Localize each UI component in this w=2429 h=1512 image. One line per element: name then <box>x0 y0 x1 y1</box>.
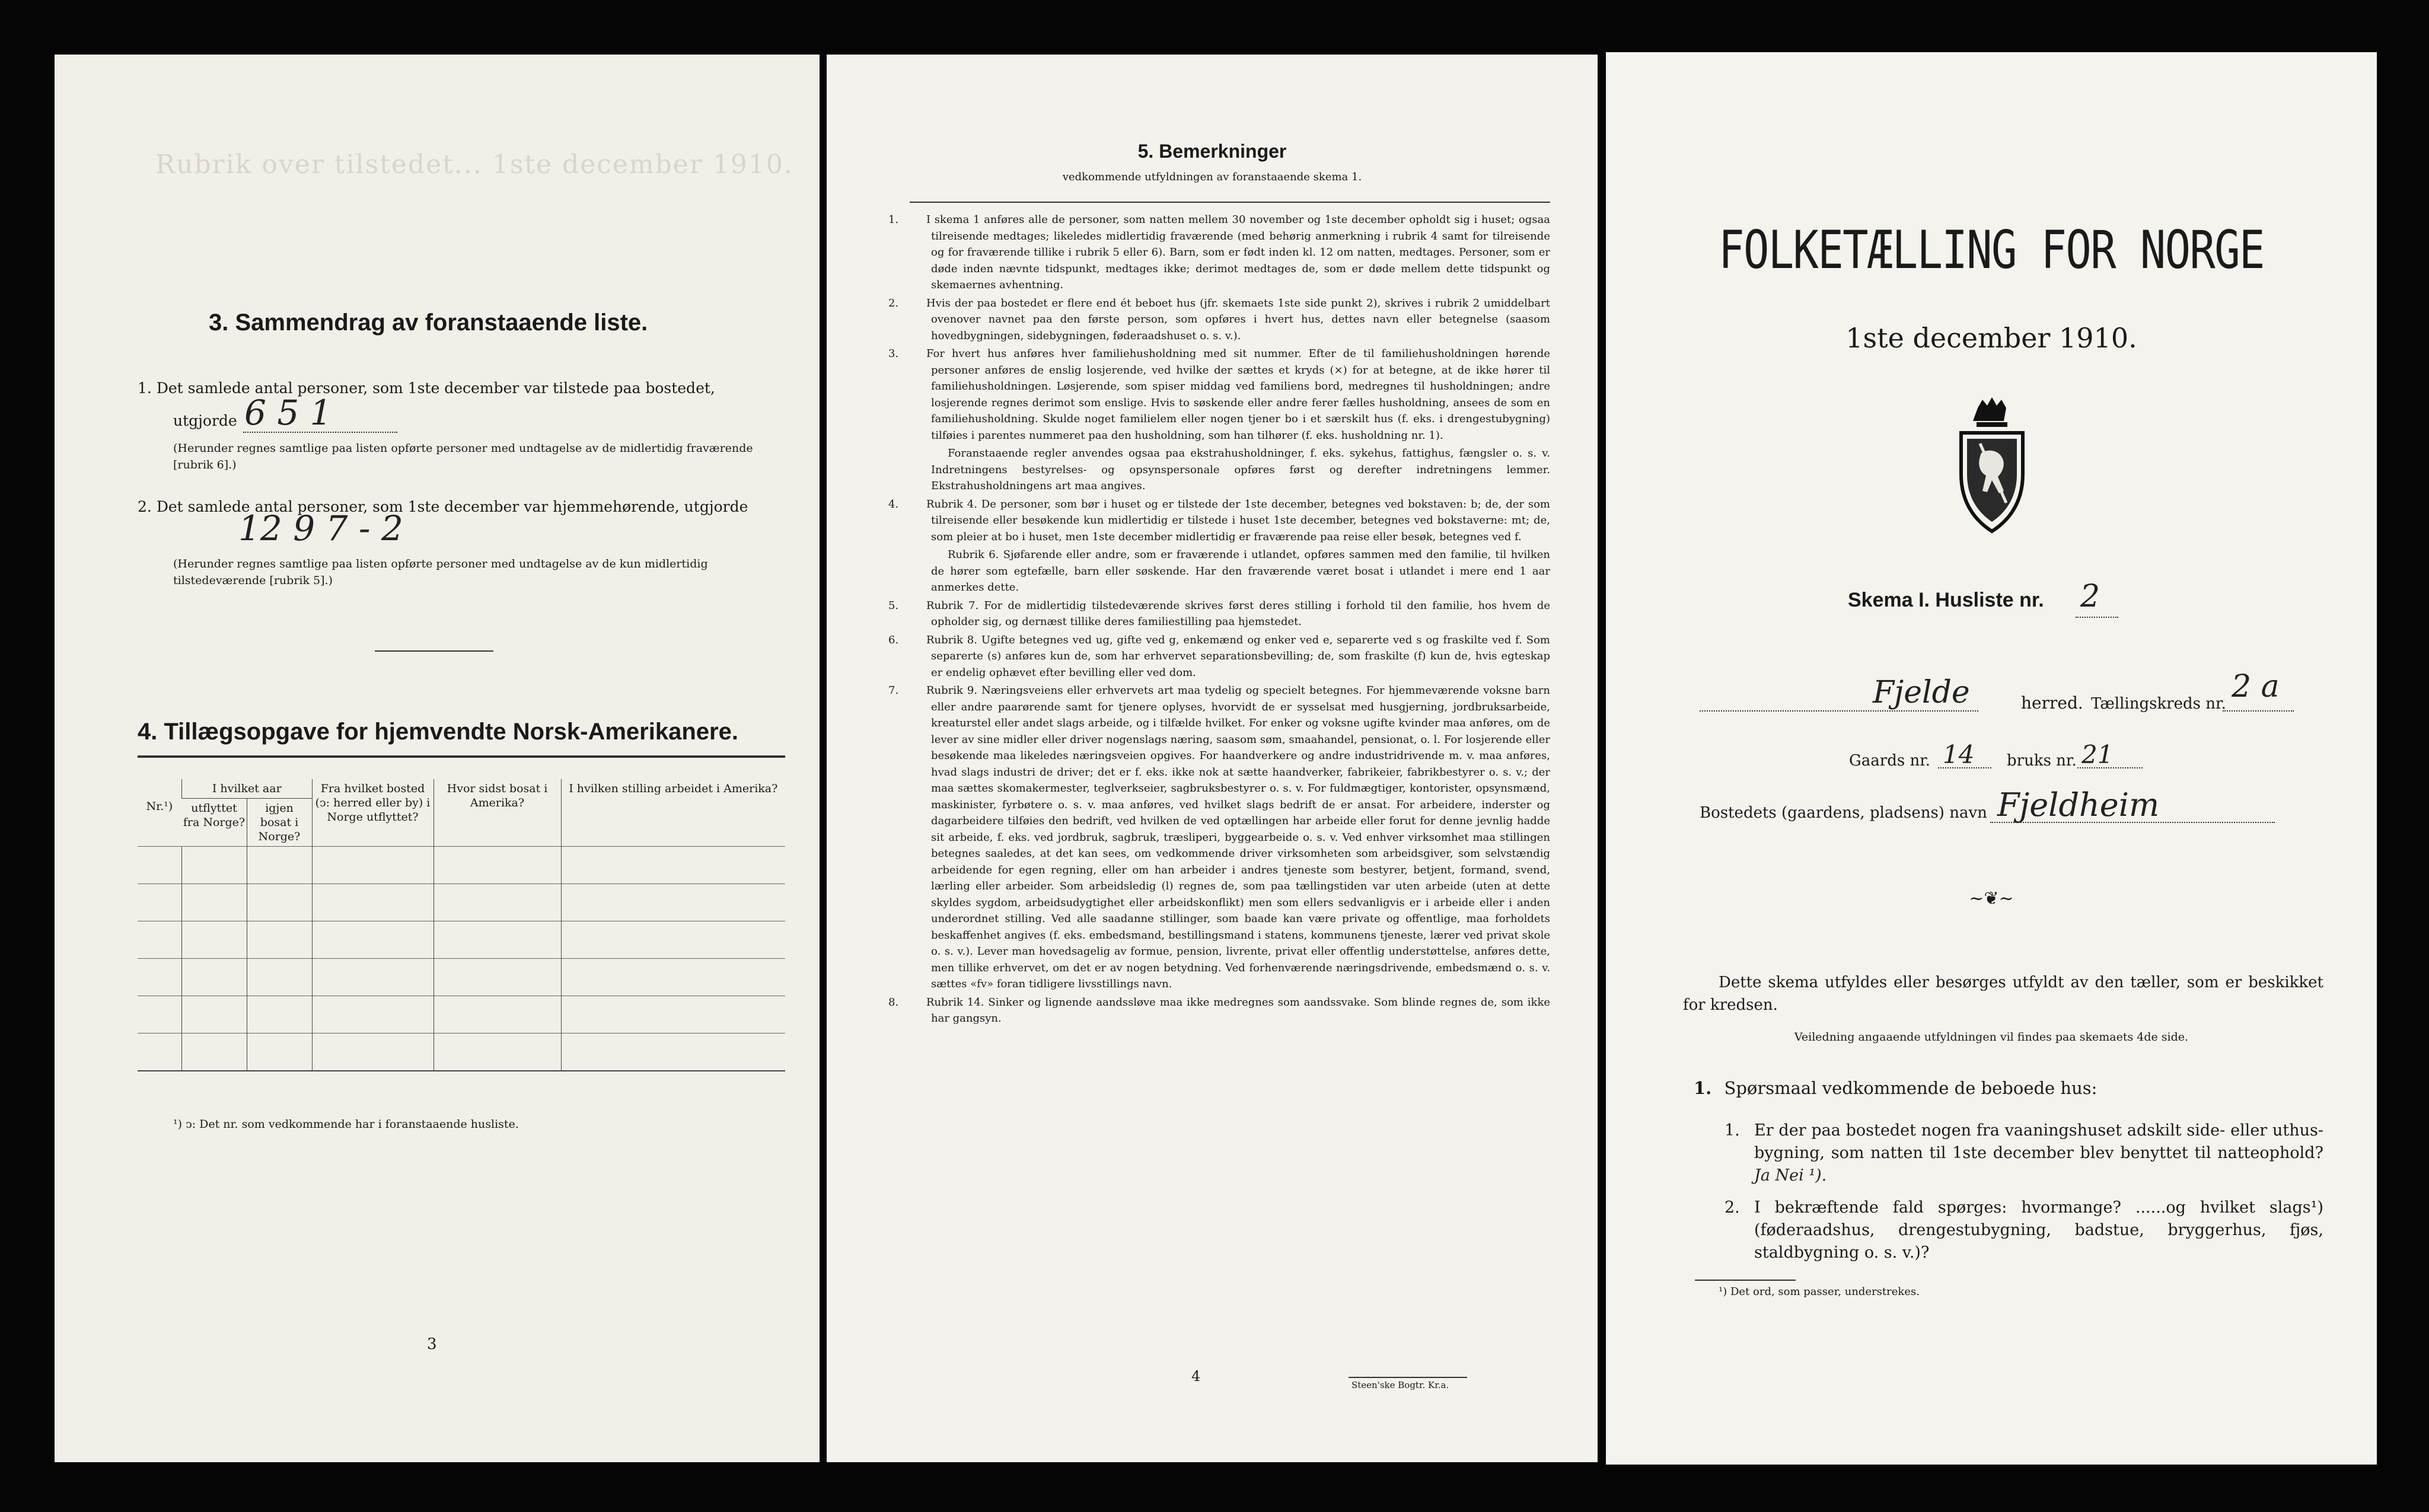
remark-text: Rubrik 9. Næringsveiens eller erhvervets art maa tydelig og specielt betegnes. For hjemmeværende voksne barn eller andre paarørende samt for tjenere oplyses, hvorvidt de er sysselsat med husgjerning, jordbruksarbeide, kreaturstel eller andet slags arbeide, og i tilfælde hvilket. For enker og voksne ugifte kvinder maa anføres, om de lever av sine midler eller driver nogenslags næring, saasom søm, smaahandel, pensionat, o. l. For losjerende eller besøkende maa likeledes næringsveien opgives. For haandverkere og andre industridrivende m. v. maa anføres, hvad slags industri de driver; det er f. eks. ikke nok at sætte haandverker, fabrikeier, fabrikbestyrer o. s. v.; der maa sættes skomakermester, teglverkseier, sagbruksbestyrer o. s. v. For fuldmægtiger, kontorister, opsynsmænd, maskinister, fyrbøtere o. s. v. maa anføres, ved hvilket slags bedrift de er ansat. For arbeidere, inderster og dagarbeidere tilføies den bedrift, ved hvilken de ved optællingen har arbeide eller forut for denne jevnlig hadde sit arbeide, f. eks. ved jordbruk, sagbruk, træsliperi, byggearbeide o. s. v. Ved enhver virksomhet maa stillingen betegnes saaledes, at det kan sees, om vedkommende driver virksomheten som arbeidsgiver, som selvstændig arbeidende for egen regning, eller om han arbeider i andres tjeneste som bestyrer, betjent, formand, svend, lærling eller arbeider. Som arbeidsledig (l) regnes de, som paa tællingstiden var uten arbeide (uten at dette skyldes sygdom, arbeidsudygtighet eller arbeidskonflikt) men som ellers sedvanligvis er i arbeide eller i anden underordnet stilling. Ved alle saadanne stillinger, som baade kan være private og offentlige, maa forholdets beskaffenhet angives (f. eks. embedsmand, bestillingsmand i statens, kommunens tjeneste, lærer ved privat skole o. s. v.). Lever man hovedsagelig av formue, pension, livrente, privat eller offentlig understøttelse, anføres dette, men tillike erhvervet, om det er av nogen betydning. Ved forhenværende næringsdrivende, embedsmænd o. s. v. sættes «fv» foran tidligere livsstillings navn. <box>926 684 1550 990</box>
bruks-line <box>2077 767 2143 768</box>
norsk-amerikanere-table <box>138 779 785 1071</box>
bosted-line <box>1990 822 2275 823</box>
table-cell <box>312 847 433 884</box>
q1-answer: Ja Nei ¹). <box>1754 1166 1827 1185</box>
item1-text: Det samlede antal personer, som 1ste december var tilstede paa bostedet, <box>156 379 715 397</box>
table-cell <box>312 996 433 1033</box>
remarks-title: 5. Bemerkninger <box>1137 141 1287 162</box>
page-number-middle: 4 <box>1191 1368 1201 1385</box>
item1-underline <box>243 432 397 433</box>
table-top-rule <box>138 755 785 758</box>
col-fra-bosted: Fra hvilket bosted (ↄ: herred eller by) i Norge utflyttet? <box>312 779 433 847</box>
table-cell <box>182 884 247 921</box>
col-bosat-amerika: Hvor sidst bosat i Amerika? <box>433 779 561 847</box>
question-heading <box>1694 1078 2097 1098</box>
remark-number: 5. <box>888 599 899 612</box>
table-cell <box>561 959 785 996</box>
table-cell <box>138 996 182 1033</box>
table-cell <box>561 996 785 1033</box>
faded-header: Rubrik over tilstedet... 1ste december 1910. <box>155 149 793 180</box>
gaards-value: 14 <box>1943 740 1975 769</box>
remark-text: I skema 1 anføres alle de personer, som natten mellem 30 november og 1ste december opholdt sig i huset; ogsaa tilreisende medtages; likeledes midlertidig fraværende (med behørig anmerkning i rubrik 4 samt for tilreisende og for fraværende tillike i rubrik 5 eller 6). Barn, som er født inden kl. 12 om natten, medtages. Personer, som er døde inden nævnte tidspunkt, medtages ikke; derimot medtages de, som er døde mellem dette tidspunkt og skemaernes avhentning. <box>926 213 1550 291</box>
table-cell <box>433 884 561 921</box>
herred-line <box>1700 710 1978 712</box>
remark-text: Rubrik 4. De personer, som bør i huset og er tilstede der 1ste december, betegnes ved bokstaven: b; de, der som tilreisende eller besøkende kun midlertidig er tilstede i huset 1ste december, betegnes ved bokstaverne: mt; de, som pleier at bo i huset, men 1ste december midlertidig er fraværende paa reise eller besøk, betegnes ved f. <box>926 497 1550 543</box>
table-cell <box>312 959 433 996</box>
table-cell <box>247 884 312 921</box>
table-cell <box>182 1033 247 1071</box>
remark-number: 4. <box>888 497 899 511</box>
remarks-subtitle: vedkommende utfyldningen av foranstaaende skema 1. <box>1062 171 1362 183</box>
q1-text: Er der paa bostedet nogen fra vaaningshuset adskilt side- eller uthus-bygning, som natten til 1ste december blev benyttet til natteophold? <box>1754 1121 2323 1162</box>
item2-value: 12 9 7 - 2 <box>238 508 403 548</box>
col-igjen-bosat: igjen bosat i Norge? <box>247 799 312 847</box>
remark-number: 7. <box>888 684 899 697</box>
section4-footnote: ¹) ↄ: Det nr. som vedkommende har i foranstaaende husliste. <box>173 1118 519 1131</box>
table-cell <box>433 847 561 884</box>
remark-number: 1. <box>888 213 899 226</box>
table-row <box>138 959 785 996</box>
q2-text: I bekræftende fald spørges: hvormange? ......og hvilket slags¹) (føderaadshus, drengestubygning, badstue, bryggerhus, fjøs, staldbygning o. s. v.)? <box>1754 1198 2323 1262</box>
item1-value: 6 5 1 <box>244 393 332 433</box>
left-page <box>55 55 820 1462</box>
middle-page <box>827 55 1598 1462</box>
gaards-label: Gaards nr. <box>1849 752 1931 770</box>
remark-paragraph <box>910 445 1550 495</box>
table-cell <box>247 1033 312 1071</box>
right-footnote: ¹) Det ord, som passer, understrekes. <box>1719 1285 1920 1298</box>
table-cell <box>247 996 312 1033</box>
table-cell <box>247 921 312 959</box>
table-cell <box>138 1033 182 1071</box>
col-nr: Nr.¹) <box>146 800 173 813</box>
printer-imprint: Steen'ske Bogtr. Kr.a. <box>1351 1380 1449 1390</box>
herred-value: Fjelde <box>1873 675 1970 710</box>
husliste-nr-value: 2 <box>2080 579 2100 614</box>
table-cell <box>182 996 247 1033</box>
right-page <box>1606 52 2377 1465</box>
col-utflyttet: utflyttet fra Norge? <box>182 799 247 847</box>
remark-paragraph <box>888 346 1550 444</box>
section3-title: 3. Sammendrag av foranstaaende liste. <box>209 310 648 336</box>
table-cell <box>182 921 247 959</box>
table-cell <box>561 1033 785 1071</box>
remark-paragraph <box>888 682 1550 993</box>
remarks-rule <box>910 202 1550 203</box>
table-cell <box>561 847 785 884</box>
kreds-label: Tællingskreds nr. <box>2091 695 2226 713</box>
printer-rule <box>1349 1377 1467 1378</box>
table-cell <box>312 884 433 921</box>
question-1 <box>1724 1119 2323 1187</box>
remark-paragraph <box>888 632 1550 681</box>
section3-item2 <box>138 496 787 517</box>
table-cell <box>312 1033 433 1071</box>
remark-paragraph <box>888 598 1550 630</box>
form-date: 1ste december 1910. <box>1845 322 2137 354</box>
remark-text: Rubrik 14. Sinker og lignende aandssløve maa ikke medregnes som aandssvake. Som blinde regnes de, som ikke har gangsyn. <box>926 996 1550 1025</box>
ornament: ~❦~ <box>1969 888 2014 909</box>
bosted-label: Bostedets (gaardens, pladsens) navn <box>1700 804 1987 822</box>
item1-note: (Herunder regnes samtlige paa listen opførte personer med undtagelse av de midlertidig fraværende [rubrik 6].) <box>173 442 753 471</box>
table-cell <box>561 884 785 921</box>
section3-item1 <box>138 378 787 398</box>
item1-number: 1. <box>138 379 152 397</box>
husliste-line <box>2076 617 2118 618</box>
section4-title: 4. Tillægsopgave for hjemvendte Norsk-Amerikanere. <box>138 719 738 745</box>
bosted-value: Fjeldheim <box>1997 786 2160 824</box>
table-cell <box>138 959 182 996</box>
footnote-rule <box>1695 1280 1796 1281</box>
item2-number: 2. <box>138 498 152 515</box>
intro-text: Dette skema utfyldes eller besørges utfyldt av den tæller, som er beskikket for kredsen. <box>1683 974 2323 1014</box>
remark-paragraph <box>888 295 1550 344</box>
table-cell <box>138 847 182 884</box>
table-cell <box>433 1033 561 1071</box>
table-cell <box>247 959 312 996</box>
remark-number: 3. <box>888 347 899 360</box>
form-title: FOLKETÆLLING FOR NORGE <box>1719 219 2264 280</box>
table-row <box>138 921 785 959</box>
coat-of-arms-icon <box>1945 396 2039 544</box>
divider <box>375 650 493 652</box>
item2-text: Det samlede antal personer, som 1ste december var hjemmehørende, utgjorde <box>156 498 748 515</box>
col-stilling: I hvilken stilling arbeidet i Amerika? <box>561 779 785 847</box>
table-row <box>138 996 785 1033</box>
item1-prefix: utgjorde <box>173 412 237 429</box>
kreds-value: 2 a <box>2232 669 2280 704</box>
herred-label: herred. <box>2021 693 2083 713</box>
veiledning-text: Veiledning angaaende utfyldningen vil findes paa skemaets 4de side. <box>1794 1031 2189 1044</box>
question-2 <box>1724 1197 2323 1264</box>
q1-number: 1. <box>1724 1121 1740 1140</box>
item2-note: (Herunder regnes samtlige paa listen opførte personer med undtagelse av de kun midlertidig tilstedeværende [rubrik 5].) <box>173 557 708 587</box>
remark-number: 2. <box>888 296 899 310</box>
col-group-header: I hvilket aar <box>182 779 313 799</box>
remark-text: Rubrik 6. Sjøfarende eller andre, som er fraværende i utlandet, opføres sammen med den familie, til hvilken de hører som egtefælle, barn eller søskende. Har den fraværende været bosat i utlandet i mere end 1 aar anmerkes dette. <box>931 548 1550 594</box>
question-heading-number: 1. <box>1694 1078 1712 1098</box>
table-cell <box>182 959 247 996</box>
remark-paragraph <box>910 547 1550 596</box>
table-cell <box>433 996 561 1033</box>
remark-text: Rubrik 8. Ugifte betegnes ved ug, gifte ved g, enkemænd og enker ved e, separerte ved s og fraskilte ved f. Som separerte (s) anføres kun de, som har erhvervet separationsbevilling; de, som fraskilte (f) kun de, hvis egteskap er endelig ophævet efter bevilling eller ved dom. <box>926 633 1550 679</box>
remark-number: 8. <box>888 996 899 1009</box>
table-cell <box>247 847 312 884</box>
remark-paragraph <box>888 212 1550 294</box>
remark-paragraph <box>888 994 1550 1027</box>
remark-text: Rubrik 7. For de midlertidig tilstedeværende skrives først deres stilling i forhold til den familie, hos hvem de opholder sig, og dernæst tillike deres familiestilling paa hjemstedet. <box>926 599 1550 628</box>
page-number-left: 3 <box>427 1335 437 1353</box>
table-cell <box>433 959 561 996</box>
q2-number: 2. <box>1724 1198 1740 1217</box>
table-cell <box>312 921 433 959</box>
remarks-list <box>888 212 1550 1029</box>
bruks-value: 21 <box>2081 740 2114 769</box>
kreds-line <box>2223 710 2294 712</box>
table-cell <box>138 921 182 959</box>
table-cell <box>182 847 247 884</box>
remark-text: Hvis der paa bostedet er flere end ét beboet hus (jfr. skemaets 1ste side punkt 2), skrives i rubrik 2 umiddelbart ovenover navnet paa den første person, som opføres i hvert hus, dettes navn eller betegnelse (saasom hovedbygningen, sidebygningen, føderaadshuset o. s. v.). <box>926 296 1550 342</box>
skema-label: Skema I. Husliste nr. <box>1848 589 2044 611</box>
table-cell <box>138 884 182 921</box>
remark-number: 6. <box>888 633 899 646</box>
question-heading-text: Spørsmaal vedkommende de beboede hus: <box>1724 1078 2098 1098</box>
remark-text: For hvert hus anføres hver familiehusholdning med sit nummer. Efter de til familiehusholdningen hørende personer anføres de enslig losjerende, ved hvilke der sættes et kryds (×) for at betegne, at de ikke hører til familiehusholdningen. Løsjerende, som spiser middag ved familiens bord, medregnes til husholdningen; andre losjerende regnes derimot som enslige. Hvis to søskende eller andre ferer fælles husholdning, ansees de som en familiehusholdning. Skulde noget familielem eller nogen tjener bo i et særskilt hus (f. eks. i drengestubygning) tilføies i parentes nummeret paa den husholdning, som han tilhører (f. eks. husholdning nr. 1). <box>926 347 1550 442</box>
table-row <box>138 884 785 921</box>
remark-text: Foranstaaende regler anvendes ogsaa paa ekstrahusholdninger, f. eks. sykehus, fattighus, fængsler o. s. v. Indretningens bestyrelses- og opsynspersonale opføres først og derefter indretningens lemmer. Ekstrahusholdningens art maa angives. <box>931 447 1550 492</box>
table-row <box>138 847 785 884</box>
gaards-line <box>1938 767 1991 768</box>
bruks-label: bruks nr. <box>2007 752 2077 770</box>
table-row <box>138 1033 785 1071</box>
table-cell <box>561 921 785 959</box>
table-cell <box>433 921 561 959</box>
remark-paragraph <box>888 496 1550 546</box>
